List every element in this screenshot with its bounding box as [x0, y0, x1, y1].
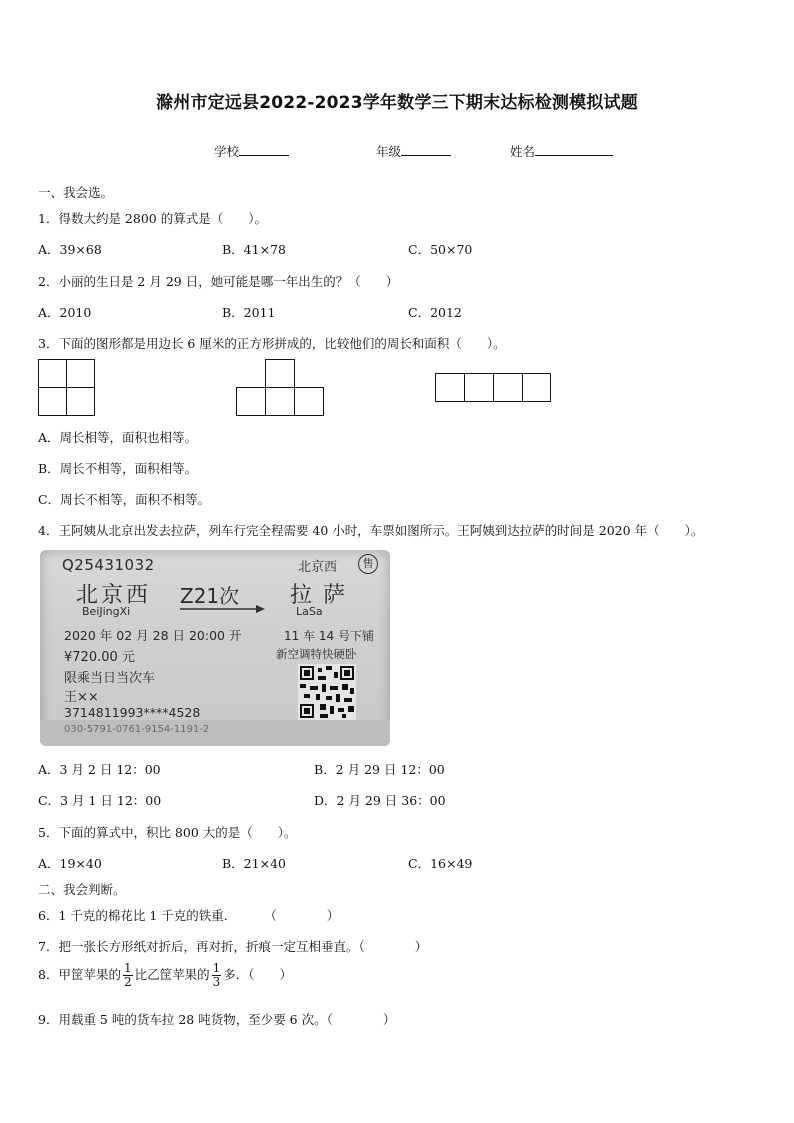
q8-answer-blank[interactable]: （ ） [248, 967, 293, 982]
q5-option-b[interactable]: B．21×40 [222, 856, 286, 871]
q8-fraction-2 [212, 962, 222, 989]
q5-option-a[interactable]: A．19×40 [38, 856, 102, 871]
q4-option-a[interactable]: A．3 月 2 日 12：00 [38, 762, 161, 777]
ticket-to-pinyin: LaSa [296, 605, 323, 618]
section-heading-judge: 二、我会判断。 [38, 882, 126, 897]
q5-option-c[interactable]: C．16×49 [408, 856, 473, 871]
square-cell [66, 359, 95, 388]
square-cell [38, 359, 67, 388]
q8-text-mid: 比乙筐苹果的 [134, 967, 210, 982]
ticket-to-station: 拉 萨 [290, 583, 347, 608]
section-heading-choice: 一、我会选。 [38, 185, 114, 200]
question-5: 5．下面的算式中，积比 800 大的是（ ）。 [38, 825, 297, 840]
square-cell [522, 373, 551, 402]
q3-option-a[interactable]: A．周长相等，面积也相等。 [38, 430, 198, 445]
ticket-train-number: Z21次 [180, 584, 240, 608]
name-blank[interactable] [535, 143, 613, 156]
q1-option-b[interactable]: B．41×78 [222, 242, 286, 257]
ticket-sold-mark: 售 [358, 554, 378, 574]
ticket-qr-code-icon [298, 664, 356, 720]
q9-text: 9．用载重 5 吨的货车拉 28 吨货物，至少要 6 次。 [38, 1012, 327, 1027]
ticket-validity: 限乘当日当次车 [64, 671, 156, 686]
q3-option-b[interactable]: B．周长不相等，面积相等。 [38, 461, 198, 476]
q4-option-b[interactable]: B．2 月 29 日 12：00 [314, 762, 445, 777]
ticket-number: Q25431032 [62, 556, 155, 574]
q1-option-a[interactable]: A．39×68 [38, 242, 102, 257]
question-3: 3．下面的图形都是用边长 6 厘米的正方形拼成的，比较他们的周长和面积（ ）。 [38, 336, 506, 351]
square-cell [294, 387, 324, 416]
square-cell [265, 387, 295, 416]
square-cell [265, 359, 295, 388]
q9-answer-blank[interactable]: （ ） [326, 1012, 396, 1027]
ticket-price: ¥720.00 元 [64, 650, 135, 665]
q7-answer-blank[interactable]: （ ） [358, 939, 428, 954]
ticket-serial: 030-5791-0761-9154-1191-2 [64, 724, 210, 735]
q8-text-pre: 8．甲筐苹果的 [38, 967, 121, 982]
question-4: 4．王阿姨从北京出发去拉萨，列车行完全程需要 40 小时，车票如图所示。王阿姨到达拉萨的时间是 2020 年（ ）。 [38, 523, 704, 538]
q2-option-b[interactable]: B．2011 [222, 305, 276, 320]
square-cell [464, 373, 494, 402]
question-6 [38, 906, 339, 924]
grade-field [376, 142, 451, 160]
name-field [510, 142, 613, 160]
square-cell [435, 373, 465, 402]
q7-text: 7．把一张长方形纸对折后，再对折，折痕一定互相垂直。 [38, 939, 359, 954]
square-cell [66, 387, 95, 416]
ticket-from-station: 北京西 [76, 583, 152, 608]
fraction-denominator: 2 [123, 975, 132, 989]
ticket-departure-datetime: 2020 年 02 月 28 日 20:00 开 [64, 628, 242, 643]
q2-option-c[interactable]: C．2012 [408, 305, 462, 320]
train-ticket-photo [40, 550, 390, 746]
square-cell [236, 387, 266, 416]
school-field [214, 142, 289, 160]
ticket-arrow-icon [178, 604, 266, 614]
grade-label: 年级 [376, 144, 402, 159]
q1-option-c[interactable]: C．50×70 [408, 242, 473, 257]
grade-blank[interactable] [401, 143, 451, 156]
question-1: 1．得数大约是 2800 的算式是（ ）。 [38, 211, 267, 226]
question-9 [38, 1010, 395, 1028]
q6-answer-blank[interactable]: （ ） [264, 908, 340, 923]
q2-option-a[interactable]: A．2010 [38, 305, 92, 320]
fraction-denominator: 3 [212, 975, 221, 989]
name-label: 姓名 [510, 144, 536, 159]
page-title: 滁州市定远县2022-2023学年数学三下期末达标检测模拟试题 [156, 93, 638, 113]
square-cell [493, 373, 523, 402]
question-8 [38, 962, 292, 989]
square-cell [38, 387, 67, 416]
ticket-passenger: 王×× [64, 690, 99, 705]
question-2: 2．小丽的生日是 2 月 29 日，她可能是哪一年出生的？（ ） [38, 274, 399, 289]
q4-option-d[interactable]: D．2 月 29 日 36：00 [314, 793, 446, 808]
school-label: 学校 [214, 144, 240, 159]
q4-option-c[interactable]: C．3 月 1 日 12：00 [38, 793, 162, 808]
ticket-seat: 11 车 14 号下铺 [284, 629, 374, 643]
ticket-id-number: 3714811993****4528 [64, 705, 201, 720]
fraction-numerator: 1 [212, 961, 221, 975]
ticket-from-pinyin: BeiJingXi [82, 605, 131, 618]
fraction-numerator: 1 [123, 961, 132, 975]
q8-text-post: 多． [223, 967, 249, 982]
q8-fraction-1 [123, 962, 133, 989]
q6-text: 6．1 千克的棉花比 1 千克的铁重． [38, 908, 237, 923]
ticket-car-type: 新空调特快硬卧 [276, 647, 357, 661]
question-7 [38, 937, 427, 955]
school-blank[interactable] [239, 143, 289, 156]
q3-option-c[interactable]: C．周长不相等，面积不相等。 [38, 492, 211, 507]
ticket-station-top: 北京西 [298, 560, 338, 575]
